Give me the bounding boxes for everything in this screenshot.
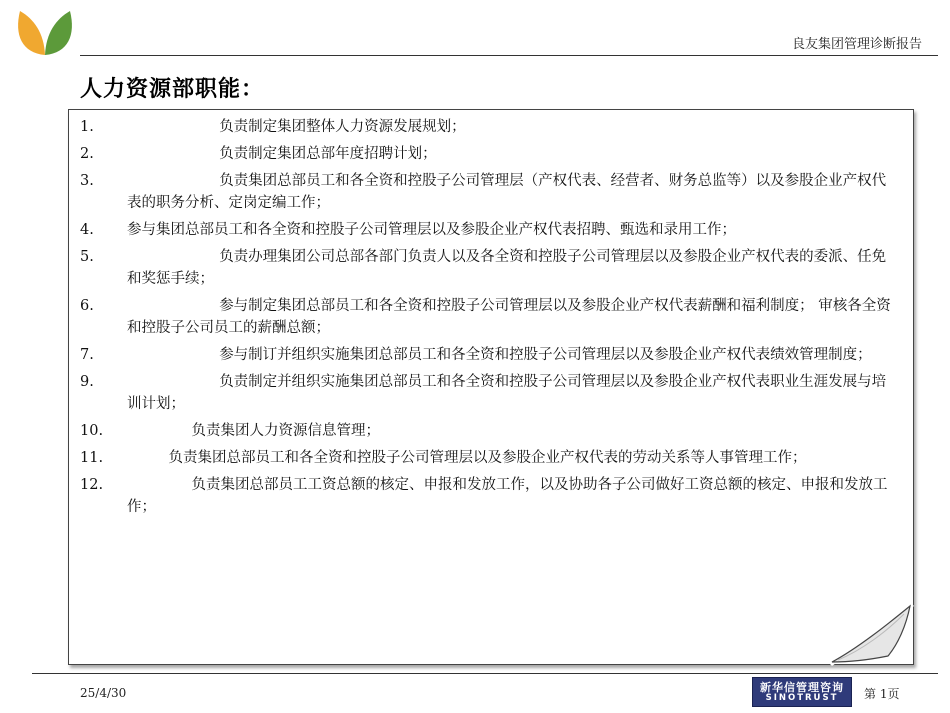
item-text: 参与集团总部员工和各全资和控股子公司管理层以及参股企业产权代表招聘、甄选和录用工作； — [127, 222, 736, 238]
function-list — [80, 116, 898, 523]
page-number: 第 1页 — [864, 687, 900, 701]
item-text: 负责制定集团整体人力资源发展规划； — [127, 119, 466, 135]
list-item — [80, 246, 898, 290]
brand-logo — [752, 677, 852, 707]
list-item — [80, 219, 898, 241]
item-text: 负责集团总部员工工资总额的核定、申报和发放工作，以及协助各子公司做好工资总额的核定、申报和发放工作； — [127, 477, 888, 515]
item-number: 6. — [80, 298, 94, 314]
list-item — [80, 116, 898, 138]
item-number: 9. — [80, 374, 94, 390]
item-text: 负责制定并组织实施集团总部员工和各全资和控股子公司管理层以及参股企业产权代表职业生涯发展与培训计划； — [127, 374, 887, 412]
list-item — [80, 371, 898, 415]
page-curl-icon — [828, 604, 916, 670]
list-item — [80, 420, 898, 442]
item-number: 10. — [80, 423, 104, 439]
list-item — [80, 170, 898, 214]
page-title: 人力资源部职能： — [80, 77, 265, 102]
list-item — [80, 295, 898, 339]
item-text: 参与制定集团总部员工和各全资和控股子公司管理层以及参股企业产权代表薪酬和福利制度； 审核各全资和控股子公司员工的薪酬总额； — [127, 298, 891, 336]
item-number: 5. — [80, 249, 94, 265]
leaf-logo-icon — [12, 5, 78, 59]
item-number: 3. — [80, 173, 94, 189]
list-item — [80, 143, 898, 165]
brand-name-cn: 新华信管理咨询 — [760, 681, 844, 694]
footer-divider — [32, 673, 938, 674]
item-number: 2. — [80, 146, 94, 162]
item-number: 12. — [80, 477, 104, 493]
report-title: 良友集团管理诊断报告 — [791, 37, 922, 52]
item-number: 7. — [80, 347, 94, 363]
item-text: 参与制订并组织实施集团总部员工和各全资和控股子公司管理层以及参股企业产权代表绩效管理制度； — [127, 347, 872, 363]
item-text: 负责集团总部员工和各全资和控股子公司管理层（产权代表、经营者、财务总监等）以及参股企业产权代表的职务分析、定岗定编工作； — [127, 173, 887, 211]
brand-name-en: SINOTRUST — [765, 693, 839, 703]
list-item — [80, 474, 898, 518]
footer-date: 25/4/30 — [80, 686, 127, 700]
item-text: 负责集团人力资源信息管理； — [127, 423, 381, 439]
item-number: 11. — [80, 450, 104, 466]
item-number: 4. — [80, 222, 94, 238]
item-text: 负责集团总部员工和各全资和控股子公司管理层以及参股企业产权代表的劳动关系等人事管理工作； — [127, 450, 807, 466]
item-number: 1. — [80, 119, 94, 135]
list-item — [80, 447, 898, 469]
header-divider — [80, 55, 938, 56]
item-text: 负责办理集团公司总部各部门负责人以及各全资和控股子公司管理层以及参股企业产权代表的委派、任免和奖惩手续； — [127, 249, 887, 287]
item-text: 负责制定集团总部年度招聘计划； — [127, 146, 437, 162]
list-item — [80, 344, 898, 366]
